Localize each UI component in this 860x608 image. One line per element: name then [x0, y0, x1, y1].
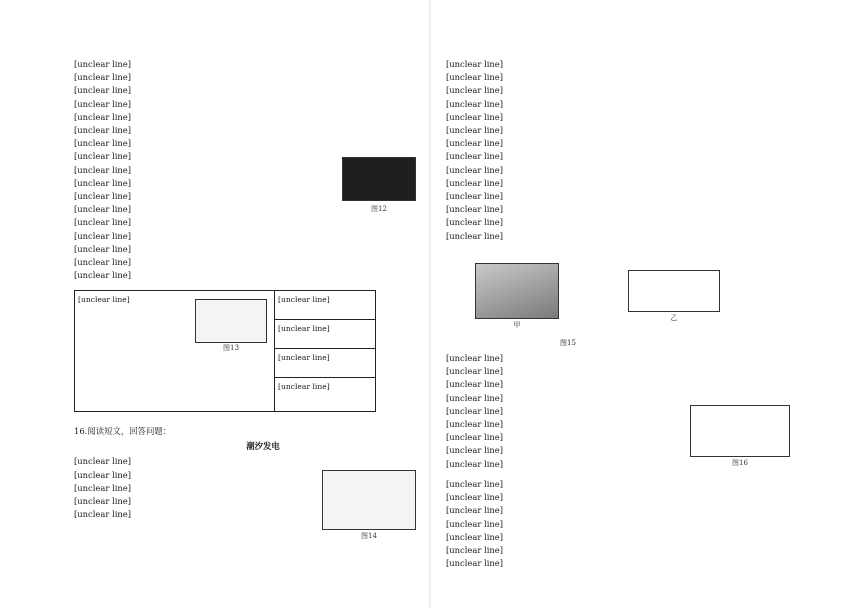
text-line: [unclear line]	[446, 558, 504, 569]
answer-cell: [unclear line]	[275, 320, 375, 349]
text-line: [unclear line]	[446, 379, 504, 390]
text-line: [unclear line]	[446, 479, 504, 489]
text-line: [unclear line]	[74, 191, 132, 202]
text-line: [unclear line]	[446, 85, 504, 96]
text-line: [unclear line]	[74, 243, 132, 254]
text-line: [unclear line]	[446, 59, 504, 69]
text-line: [unclear line]	[74, 151, 132, 162]
figure-12-caption: 图12	[371, 205, 387, 213]
text-line: [unclear line]	[446, 125, 504, 136]
text-line: [unclear line]	[446, 531, 504, 542]
text-line: [unclear line]	[446, 392, 504, 403]
text-line: [unclear line]	[74, 217, 132, 228]
figure-13-caption: 图13	[223, 344, 239, 352]
text-line: [unclear line]	[446, 72, 504, 83]
text-line: [unclear line]	[446, 177, 504, 188]
question-16-title: 16.阅读短文，回答问题：	[74, 426, 172, 436]
text-line: [unclear line]	[446, 164, 504, 175]
text-line: [unclear line]	[446, 518, 504, 529]
figure-15-diagram	[628, 270, 720, 322]
figure-13-bus	[195, 299, 267, 352]
text-line: [unclear line]	[74, 456, 132, 467]
text-line: [unclear line]	[74, 125, 132, 136]
text-line: [unclear line]	[74, 138, 132, 149]
text-line: [unclear line]	[446, 405, 504, 416]
text-line: [unclear line]	[74, 482, 132, 493]
text-line: [unclear line]	[74, 257, 132, 268]
text-line: [unclear line]	[74, 111, 132, 122]
figure-12-solar-panel	[342, 157, 416, 213]
text-line: [unclear line]	[446, 191, 504, 202]
text-line: [unclear line]	[74, 177, 132, 188]
text-line: [unclear line]	[446, 353, 504, 363]
text-line: [unclear line]	[74, 496, 132, 507]
text-line: [unclear line]	[446, 545, 504, 556]
question-15-answers	[275, 291, 375, 411]
right-column	[446, 58, 824, 243]
text-line: [unclear line]	[446, 151, 504, 162]
answer-cell: [unclear line]	[275, 349, 375, 378]
passage-title: 潮汐发电	[246, 441, 280, 452]
text-line: [unclear line]	[446, 111, 504, 122]
question-15-intro: [unclear line]	[74, 270, 132, 281]
text-line: [unclear line]	[446, 445, 504, 456]
text-line: [unclear line]	[74, 509, 132, 520]
figure-15-photo	[475, 263, 559, 329]
text-line: [unclear line]	[74, 98, 132, 109]
text-line: [unclear line]	[446, 366, 504, 377]
figure-16-circuit	[690, 405, 790, 467]
question-15-problem	[75, 291, 275, 411]
text-line: [unclear line]	[446, 458, 504, 469]
text-line: [unclear line]	[446, 230, 504, 241]
text-line: [unclear line]	[74, 230, 132, 241]
figure-14-tidal	[322, 470, 416, 540]
answer-cell: [unclear line]	[278, 382, 330, 391]
text-line: [unclear line]	[446, 432, 504, 443]
text-line: [unclear line]	[446, 217, 504, 228]
figure-15-caption: 图15	[560, 339, 576, 347]
text-line: [unclear line]	[74, 85, 132, 96]
text-line: [unclear line]	[446, 505, 504, 516]
question-20	[446, 478, 824, 570]
text-line: [unclear line]	[446, 492, 504, 503]
text-line: [unclear line]	[74, 469, 132, 480]
text-line: [unclear line]	[446, 204, 504, 215]
text-line: [unclear line]	[74, 204, 132, 215]
text-line: [unclear line]	[74, 72, 132, 83]
text-line: [unclear line]	[446, 98, 504, 109]
figure-14-caption: 图14	[361, 532, 377, 540]
text-line: [unclear line]	[446, 419, 504, 430]
text-line: [unclear line]	[74, 164, 132, 175]
text-line: [unclear line]	[446, 138, 504, 149]
figure-15-jia: 甲	[513, 321, 521, 329]
text-line: [unclear line]	[74, 59, 132, 69]
question-15-box	[74, 290, 376, 412]
figure-16-caption: 图16	[732, 459, 748, 467]
question-15-problem-text: [unclear line]	[78, 295, 130, 304]
figure-15-yi: 乙	[670, 314, 678, 322]
answer-cell: [unclear line]	[275, 291, 375, 320]
